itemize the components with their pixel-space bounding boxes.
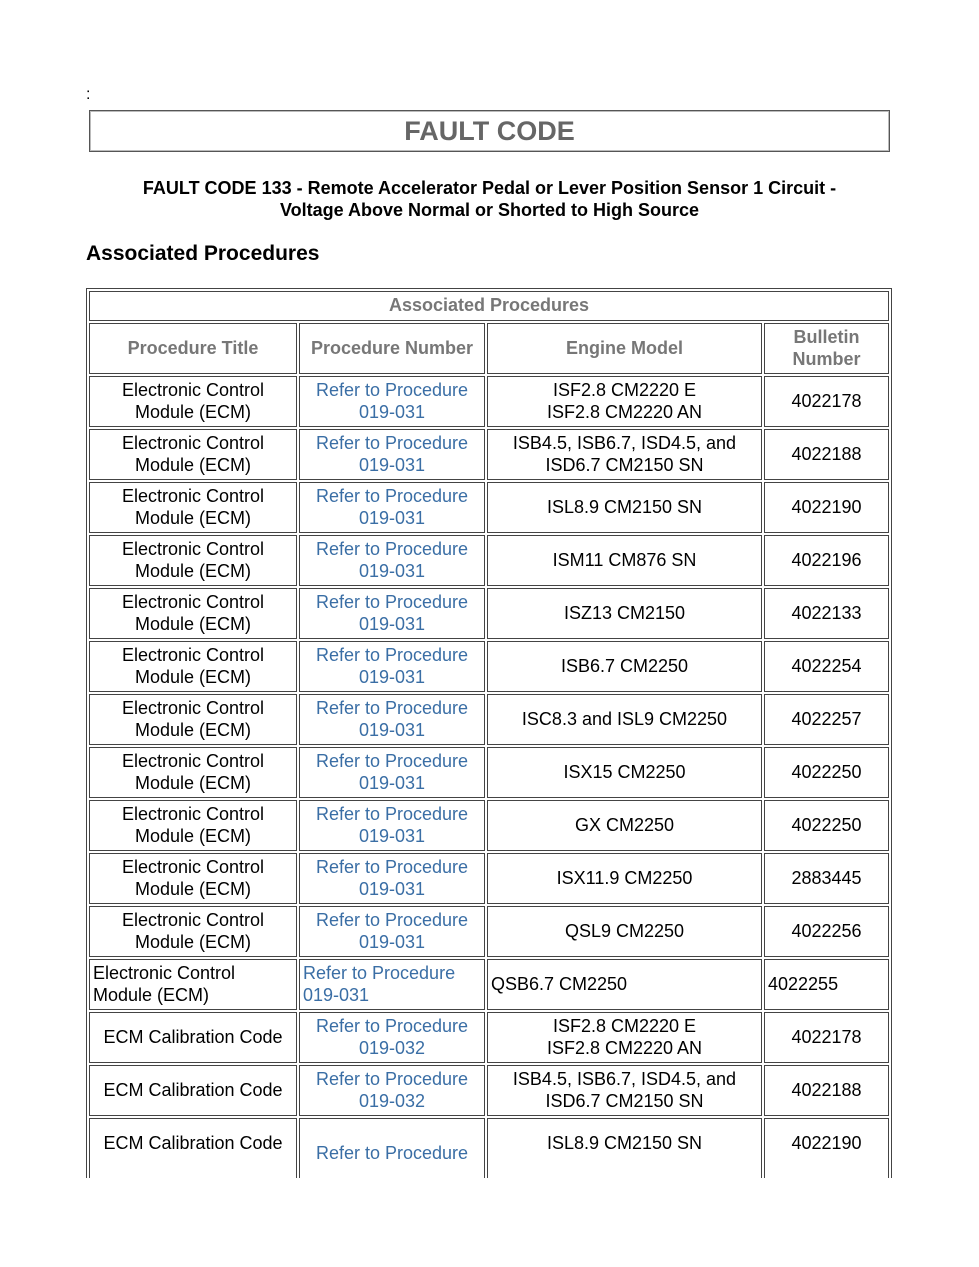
bulletin-number-cell: 2883445 (764, 853, 889, 904)
procedure-number-cell (299, 1065, 485, 1116)
procedure-link[interactable] (302, 645, 482, 688)
engine-model-cell (487, 853, 762, 904)
procedure-title-line2: Module (ECM) (134, 560, 252, 581)
procedure-link[interactable] (302, 592, 482, 635)
engine-model-line1: ISB4.5, ISB6.7, ISD4.5, and (512, 433, 737, 453)
engine-model-line2: ISF2.8 CM2220 AN (546, 401, 703, 422)
procedure-link-line2: 019-031 (358, 825, 426, 846)
procedure-link[interactable] (303, 963, 482, 1006)
procedure-link-line1: Refer to Procedure (315, 1143, 469, 1163)
procedure-title-cell (89, 694, 297, 745)
engine-model-line1: ISB6.7 CM2250 (560, 655, 689, 676)
page-title: FAULT CODE (89, 110, 890, 152)
procedure-number-cell (299, 376, 485, 427)
procedure-number-cell (299, 694, 485, 745)
procedure-link-line1: Refer to Procedure (315, 1016, 469, 1036)
engine-model-line2: ISD6.7 CM2150 SN (545, 454, 704, 475)
procedure-title-line1: Electronic Control (93, 963, 236, 983)
engine-model-cell (487, 429, 762, 480)
procedure-link[interactable] (302, 751, 482, 794)
procedure-title-cell (89, 906, 297, 957)
header-bulletin-number (764, 323, 889, 374)
procedure-link-line2: 019-031 (303, 984, 370, 1005)
procedure-link-line1: Refer to Procedure (315, 539, 469, 559)
procedure-title-line2: Module (ECM) (134, 613, 252, 634)
engine-model-cell (487, 800, 762, 851)
procedure-title-cell (89, 1012, 297, 1063)
procedure-title-line1: Electronic Control (121, 751, 265, 771)
procedure-title-line1: Electronic Control (121, 645, 265, 665)
procedure-title-cell (89, 535, 297, 586)
engine-model-line1: GX CM2250 (574, 814, 675, 835)
procedure-link-line1: Refer to Procedure (315, 380, 469, 400)
procedure-link[interactable] (302, 539, 482, 582)
table-row (89, 588, 889, 639)
procedure-link[interactable] (302, 1143, 482, 1165)
bulletin-number-cell: 4022255 (764, 959, 889, 1010)
procedure-number-cell (299, 800, 485, 851)
procedure-link[interactable] (302, 433, 482, 476)
procedure-link[interactable] (302, 486, 482, 529)
bulletin-number-cell: 4022178 (764, 1012, 889, 1063)
table-row (89, 482, 889, 533)
procedure-link-line1: Refer to Procedure (315, 433, 469, 453)
procedure-number-cell (299, 747, 485, 798)
bulletin-number-cell: 4022190 (764, 482, 889, 533)
procedure-link[interactable] (302, 698, 482, 741)
procedure-link-line1: Refer to Procedure (315, 486, 469, 506)
procedure-number-cell (299, 588, 485, 639)
bulletin-number-cell: 4022250 (764, 747, 889, 798)
engine-model-cell (487, 535, 762, 586)
header-engine-model: Engine Model (487, 323, 762, 374)
procedure-title-line1: ECM Calibration Code (103, 1133, 283, 1153)
procedure-link-line2: 019-032 (358, 1037, 426, 1058)
engine-model-cell (487, 1065, 762, 1116)
fault-code-description-line2: Voltage Above Normal or Shorted to High Source (279, 200, 700, 220)
procedure-title-cell (89, 1118, 297, 1178)
fault-code-description-line1: FAULT CODE 133 - Remote Accelerator Pedal or Lever Position Sensor 1 Circuit - (142, 178, 837, 198)
procedure-title-line1: ECM Calibration Code (103, 1026, 283, 1047)
bulletin-number-cell: 4022190 (764, 1118, 889, 1178)
page-marker: : (86, 86, 91, 103)
procedure-title-line2: Module (ECM) (134, 772, 252, 793)
bulletin-number-cell: 4022257 (764, 694, 889, 745)
procedure-title-line2: Module (ECM) (134, 401, 252, 422)
engine-model-cell (487, 959, 762, 1010)
engine-model-cell (487, 482, 762, 533)
procedure-link-line1: Refer to Procedure (303, 963, 456, 983)
procedure-link-line1: Refer to Procedure (315, 857, 469, 877)
engine-model-cell (487, 641, 762, 692)
engine-model-line1: ISC8.3 and ISL9 CM2250 (521, 708, 728, 729)
procedure-title-cell (89, 376, 297, 427)
procedure-title-line1: Electronic Control (121, 539, 265, 559)
engine-model-line1: ISX15 CM2250 (563, 761, 686, 782)
procedure-title-cell (89, 482, 297, 533)
procedure-number-cell (299, 1118, 485, 1178)
table-row (89, 641, 889, 692)
procedure-link-line2: 019-031 (358, 878, 426, 899)
procedure-number-cell (299, 906, 485, 957)
procedure-title-cell (89, 747, 297, 798)
engine-model-cell (487, 906, 762, 957)
procedure-link-line2: 019-031 (358, 931, 426, 952)
procedure-link-line2: 019-031 (358, 401, 426, 422)
bulletin-number-cell: 4022178 (764, 376, 889, 427)
engine-model-cell (487, 747, 762, 798)
engine-model-line2: ISD6.7 CM2150 SN (545, 1090, 704, 1111)
procedure-title-line1: Electronic Control (121, 910, 265, 930)
engine-model-cell (487, 1118, 762, 1178)
procedure-title-line1: Electronic Control (121, 433, 265, 453)
procedure-link-line1: Refer to Procedure (315, 698, 469, 718)
procedure-title-line2: Module (ECM) (134, 878, 252, 899)
procedure-title-line2: Module (ECM) (134, 507, 252, 528)
procedure-link-line1: Refer to Procedure (315, 645, 469, 665)
engine-model-cell (487, 694, 762, 745)
procedure-link-line1: Refer to Procedure (315, 910, 469, 930)
table-row (89, 853, 889, 904)
procedure-title-line1: Electronic Control (121, 857, 265, 877)
procedure-title-line2: Module (ECM) (134, 825, 252, 846)
procedure-link[interactable] (302, 804, 482, 847)
engine-model-line2: ISF2.8 CM2220 AN (546, 1037, 703, 1058)
engine-model-cell (487, 376, 762, 427)
engine-model-line1: ISL8.9 CM2150 SN (546, 496, 703, 517)
bulletin-number-cell: 4022254 (764, 641, 889, 692)
header-bulletin-line1: Bulletin (793, 327, 860, 347)
procedure-link-line1: Refer to Procedure (315, 804, 469, 824)
table-row (89, 429, 889, 480)
bulletin-number-cell: 4022250 (764, 800, 889, 851)
associated-procedures-table (86, 288, 892, 1178)
procedure-title-line1: ECM Calibration Code (103, 1079, 283, 1100)
header-bulletin-line2: Number (792, 348, 861, 369)
engine-model-cell (487, 1012, 762, 1063)
procedure-title-line2: Module (ECM) (134, 719, 252, 740)
procedure-link-line2: 019-032 (358, 1090, 426, 1111)
bulletin-number-cell: 4022188 (764, 1065, 889, 1116)
procedure-title-cell (89, 959, 297, 1010)
procedure-title-cell (89, 641, 297, 692)
header-procedure-title: Procedure Title (89, 323, 297, 374)
procedure-title-line1: Electronic Control (121, 592, 265, 612)
procedure-title-line2: Module (ECM) (134, 931, 252, 952)
engine-model-cell (487, 588, 762, 639)
procedure-title-line1: Electronic Control (121, 380, 265, 400)
procedure-number-cell (299, 959, 485, 1010)
engine-model-line1: ISZ13 CM2150 (563, 602, 686, 623)
engine-model-line1: ISF2.8 CM2220 E (552, 1016, 697, 1036)
procedure-link-line2: 019-031 (358, 560, 426, 581)
procedure-title-cell (89, 429, 297, 480)
table-row (89, 1065, 889, 1116)
fault-code-description (89, 177, 890, 221)
procedure-number-cell (299, 429, 485, 480)
procedure-link[interactable] (302, 380, 482, 423)
bulletin-number-cell: 4022188 (764, 429, 889, 480)
engine-model-line1: ISB4.5, ISB6.7, ISD4.5, and (512, 1069, 737, 1089)
procedure-number-cell (299, 482, 485, 533)
bulletin-number-cell: 4022196 (764, 535, 889, 586)
table-row (89, 800, 889, 851)
bulletin-number-cell: 4022256 (764, 906, 889, 957)
procedure-title-line2: Module (ECM) (93, 984, 210, 1005)
section-heading: Associated Procedures (86, 242, 320, 265)
procedure-number-cell (299, 1012, 485, 1063)
procedure-link[interactable] (302, 910, 482, 953)
procedure-title-cell (89, 800, 297, 851)
procedure-link[interactable] (302, 1016, 482, 1059)
table-row (89, 959, 889, 1010)
procedure-link-line2: 019-031 (358, 772, 426, 793)
procedures-table-viewport (86, 288, 893, 1178)
procedure-title-line2: Module (ECM) (134, 454, 252, 475)
table-row (89, 1118, 889, 1178)
procedure-title-cell (89, 853, 297, 904)
procedure-link-line2: 019-031 (358, 666, 426, 687)
procedure-link-line2: 019-031 (358, 613, 426, 634)
procedure-number-cell (299, 535, 485, 586)
engine-model-line1: ISF2.8 CM2220 E (552, 380, 697, 400)
procedure-number-cell (299, 853, 485, 904)
procedure-link[interactable] (302, 857, 482, 900)
procedure-number-cell (299, 641, 485, 692)
procedure-title-line2: Module (ECM) (134, 666, 252, 687)
procedure-link-line2: 019-031 (358, 454, 426, 475)
table-row (89, 747, 889, 798)
procedure-title-line1: Electronic Control (121, 804, 265, 824)
table-row (89, 694, 889, 745)
procedure-title-line1: Electronic Control (121, 486, 265, 506)
engine-model-line1: ISM11 CM876 SN (552, 549, 697, 570)
engine-model-line1: ISX11.9 CM2250 (556, 867, 693, 888)
engine-model-line1: QSB6.7 CM2250 (491, 973, 628, 994)
procedure-link[interactable] (302, 1069, 482, 1112)
engine-model-line1: ISL8.9 CM2150 SN (546, 1133, 703, 1153)
table-row (89, 906, 889, 957)
table-row (89, 1012, 889, 1063)
procedure-link-line1: Refer to Procedure (315, 1069, 469, 1089)
bulletin-number-cell: 4022133 (764, 588, 889, 639)
header-procedure-number: Procedure Number (299, 323, 485, 374)
procedure-link-line2: 019-031 (358, 507, 426, 528)
procedure-title-line1: Electronic Control (121, 698, 265, 718)
procedure-link-line2: 019-031 (358, 719, 426, 740)
procedure-link-line1: Refer to Procedure (315, 592, 469, 612)
engine-model-line1: QSL9 CM2250 (564, 920, 685, 941)
procedure-link-line1: Refer to Procedure (315, 751, 469, 771)
table-row (89, 535, 889, 586)
table-row (89, 376, 889, 427)
procedure-title-cell (89, 588, 297, 639)
procedure-title-cell (89, 1065, 297, 1116)
table-caption: Associated Procedures (89, 291, 889, 321)
